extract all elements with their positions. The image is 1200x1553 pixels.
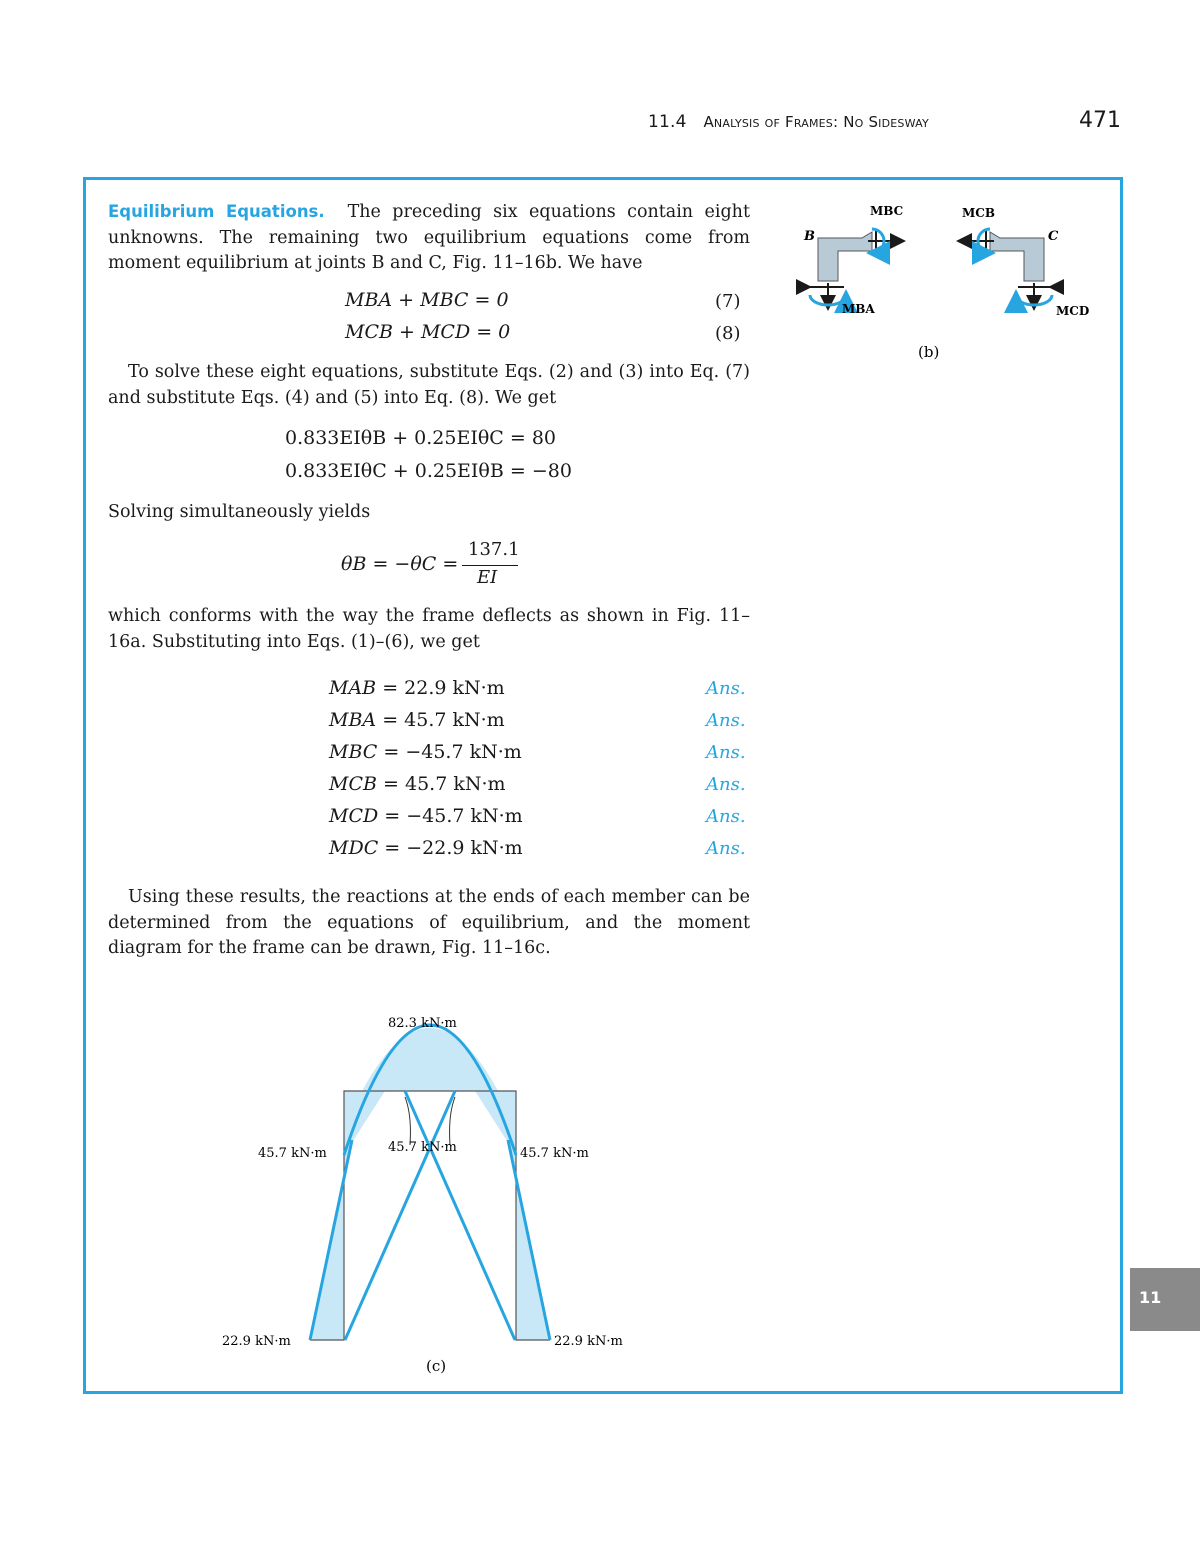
figure-b bbox=[790, 195, 1110, 370]
fraction-numerator: 137.1 bbox=[468, 539, 520, 560]
fraction-denominator: EI bbox=[477, 567, 498, 588]
label-m-cb: MCB bbox=[962, 206, 995, 220]
answer-ans: Ans. bbox=[706, 742, 746, 763]
moment-line-inner-left bbox=[405, 1091, 515, 1340]
answer-ans: Ans. bbox=[706, 774, 746, 795]
chapter-tab-number: 11 bbox=[1139, 1288, 1162, 1307]
label-left-joint: 45.7 kN·m bbox=[258, 1146, 327, 1161]
answer-value: = 45.7 kN·m bbox=[383, 773, 506, 795]
solving-text: Solving simultaneously yields bbox=[108, 502, 371, 522]
paragraph-lead: Equilibrium Equations. bbox=[108, 202, 325, 221]
equation-8-text: MCB + MCD = 0 bbox=[345, 321, 511, 343]
running-header bbox=[0, 108, 1200, 138]
answer-row bbox=[329, 837, 523, 859]
equation-7-text: MBA + MBC = 0 bbox=[345, 289, 509, 311]
equation-7-number: (7) bbox=[715, 291, 741, 312]
conform-paragraph: which conforms with the way the frame deflects as shown in Fig. 11–16a. Substituting into Eqs. (1)–(6), we get bbox=[108, 606, 750, 652]
answer-ans: Ans. bbox=[706, 806, 746, 827]
label-left-base: 22.9 kN·m bbox=[222, 1334, 291, 1349]
joint-b-member bbox=[818, 232, 872, 281]
label-right-base: 22.9 kN·m bbox=[554, 1334, 623, 1349]
label-m-bc: MBC bbox=[870, 204, 904, 218]
joint-c-member bbox=[990, 232, 1044, 281]
page-number: 471 bbox=[1079, 108, 1121, 133]
label-m-cd: MCD bbox=[1056, 304, 1090, 318]
answer-ans: Ans. bbox=[706, 678, 746, 699]
equation-8 bbox=[345, 321, 510, 343]
answer-value: = −22.9 kN·m bbox=[384, 837, 523, 859]
figure-c-caption: (c) bbox=[426, 1357, 447, 1375]
intro-paragraph bbox=[108, 199, 750, 277]
section-title: Analysis of Frames: No Sidesway bbox=[703, 113, 929, 131]
moment-line-inner-right bbox=[345, 1091, 455, 1340]
label-m-ba: MBA bbox=[842, 302, 875, 316]
figure-b-caption: (b) bbox=[918, 343, 940, 361]
answer-value: = 45.7 kN·m bbox=[382, 709, 505, 731]
label-right-joint: 45.7 kN·m bbox=[520, 1146, 589, 1161]
chapter-tab bbox=[1130, 1268, 1200, 1331]
label-b: B bbox=[804, 229, 815, 244]
label-middle: 45.7 kN·m bbox=[388, 1140, 457, 1155]
label-c: C bbox=[1048, 229, 1059, 244]
answer-row bbox=[329, 709, 505, 731]
answer-row bbox=[329, 677, 505, 699]
answer-label: MCD bbox=[329, 805, 379, 827]
label-top-moment: 82.3 kN·m bbox=[388, 1016, 457, 1031]
answer-label: MCB bbox=[329, 773, 377, 795]
solve-paragraph: To solve these eight equations, substitute Eqs. (2) and (3) into Eq. (7) and substitute Eqs. (4) and (5) into Eq. (8). We get bbox=[108, 362, 750, 408]
answer-label: MBA bbox=[329, 709, 377, 731]
answer-label: MBC bbox=[329, 741, 378, 763]
answer-value: = −45.7 kN·m bbox=[383, 741, 522, 763]
answer-row bbox=[329, 805, 523, 827]
system-eq-2: 0.833EIθC + 0.25EIθB = −80 bbox=[285, 460, 572, 482]
closing-paragraph: Using these results, the reactions at the ends of each member can be determined from the equations of equilibrium, and the moment diagram for the frame can be drawn, Fig. 11–16c. bbox=[108, 887, 750, 958]
answer-value: = −45.7 kN·m bbox=[384, 805, 523, 827]
answer-label: MDC bbox=[329, 837, 379, 859]
solution-lhs: θB = −θC = bbox=[341, 553, 459, 575]
answer-ans: Ans. bbox=[706, 838, 746, 859]
equation-8-number: (8) bbox=[715, 323, 741, 344]
answer-row bbox=[329, 741, 522, 763]
answer-label: MAB bbox=[329, 677, 377, 699]
figure-c-moment-diagram bbox=[200, 1005, 660, 1380]
equation-7 bbox=[345, 289, 509, 311]
top-moment-region bbox=[362, 1028, 498, 1091]
system-eq-1: 0.833EIθB + 0.25EIθC = 80 bbox=[285, 427, 557, 449]
answer-row bbox=[329, 773, 506, 795]
section-number: 11.4 bbox=[648, 112, 687, 132]
fraction-bar bbox=[462, 565, 518, 566]
intro-text: The preceding six equations contain eight unknowns. The remaining two equilibrium equations come from moment equilibrium at joints B and C, Fig. 11–16b. We have bbox=[108, 202, 750, 273]
section-heading bbox=[648, 112, 929, 132]
answer-value: = 22.9 kN·m bbox=[382, 677, 505, 699]
answer-ans: Ans. bbox=[706, 710, 746, 731]
